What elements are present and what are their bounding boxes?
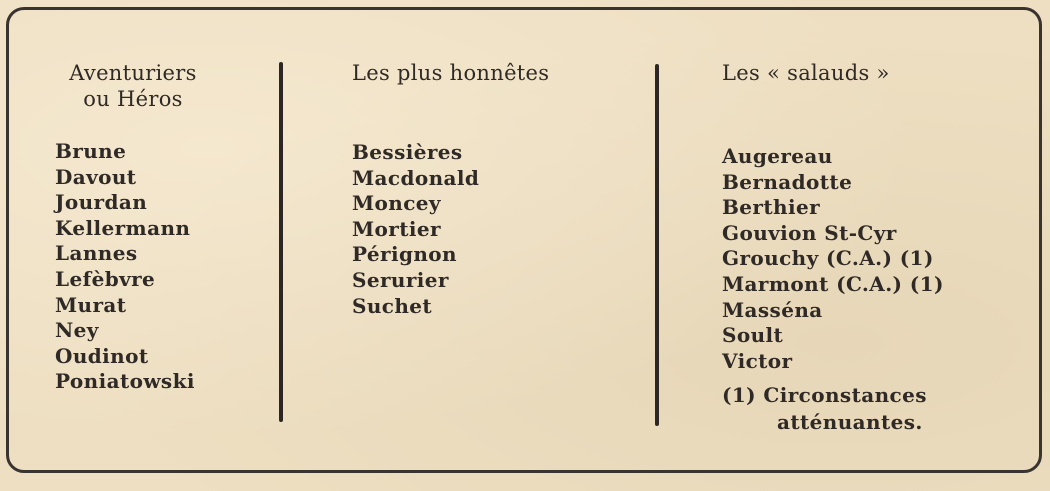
list-item: Grouchy (C.A.) (1) (722, 246, 934, 271)
list-item: Macdonald (352, 165, 480, 190)
list-item: Brune (55, 139, 127, 163)
list-item: Bessières (352, 140, 463, 164)
list-item: Murat (55, 292, 127, 317)
list-item: Berthier (722, 195, 821, 220)
list-item: Gouvion St-Cyr (722, 220, 897, 245)
list-item: Kellermann (55, 215, 191, 240)
list-item: Mortier (352, 216, 441, 241)
column-header (722, 60, 944, 86)
list-item: Masséna (722, 297, 823, 322)
list-item: Serurier (352, 267, 449, 292)
name-list (352, 140, 549, 319)
column-salauds (722, 60, 944, 374)
list-item: Ney (55, 318, 99, 343)
list-item: Pérignon (352, 242, 457, 267)
list-item: Lannes (55, 241, 138, 266)
column-divider-2 (655, 64, 659, 426)
name-list (722, 144, 944, 374)
list-item: Victor (722, 348, 793, 373)
footnote-line-1: (1) Circonstances (722, 383, 927, 407)
list-item: Bernadotte (722, 169, 853, 194)
column-header (53, 60, 213, 112)
column-divider-1 (279, 62, 283, 422)
column-honnetes (352, 60, 549, 319)
list-item: Jourdan (55, 190, 148, 215)
list-item: Davout (55, 164, 137, 189)
list-item: Lefèbvre (55, 266, 156, 291)
header-line-1: Les « salauds » (722, 61, 890, 85)
list-item: Oudinot (55, 343, 149, 368)
footnote (722, 382, 927, 436)
header-line-1: Les plus honnêtes (352, 61, 550, 85)
column-header (352, 60, 549, 86)
header-line-2: ou Héros (83, 87, 183, 111)
list-item: Soult (722, 323, 784, 348)
name-list (55, 139, 213, 395)
footnote-line-2: atténuantes. (777, 410, 923, 434)
header-line-1: Aventuriers (69, 61, 197, 85)
list-item: Marmont (C.A.) (1) (722, 271, 944, 296)
list-item: Suchet (352, 293, 433, 318)
list-item: Augereau (722, 144, 833, 168)
column-aventuriers (55, 60, 213, 395)
list-item: Moncey (352, 191, 441, 216)
list-item: Poniatowski (55, 369, 195, 394)
